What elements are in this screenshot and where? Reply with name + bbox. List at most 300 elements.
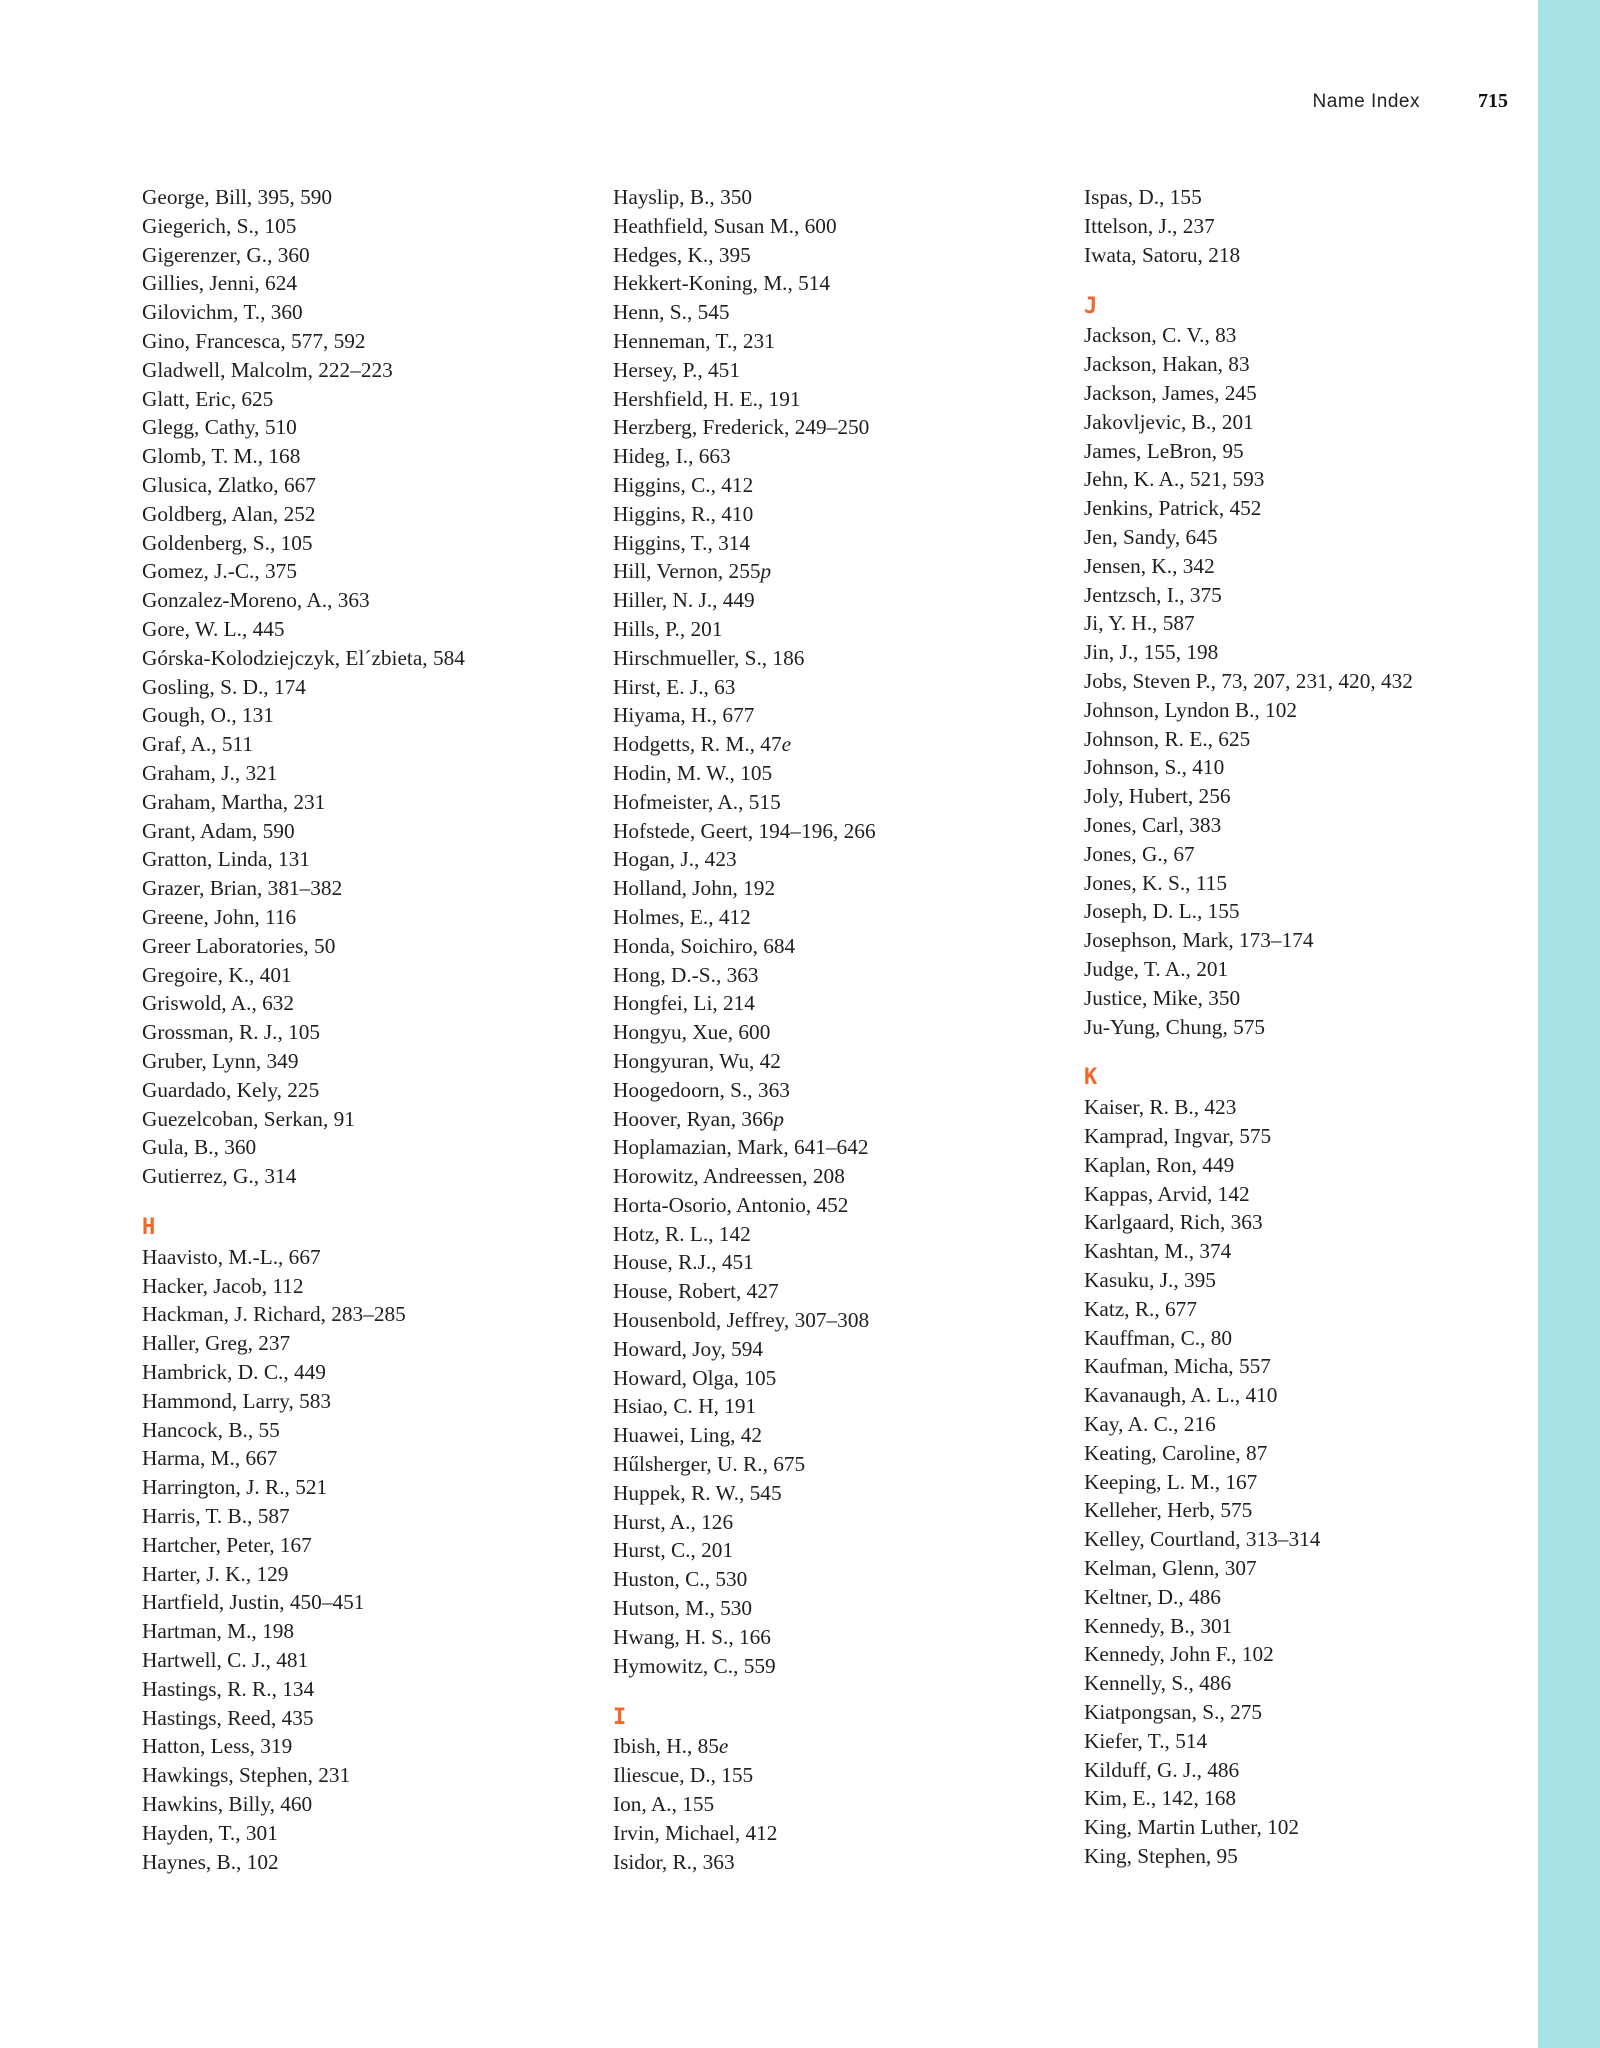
- letter-heading: H: [142, 1215, 156, 1241]
- entry-text: Kennedy, John F., 102: [1084, 1642, 1274, 1667]
- index-entry: [142, 1387, 582, 1416]
- entry-text: Iwata, Satoru, 218: [1084, 242, 1241, 267]
- entry-text: Kiefer, T., 514: [1084, 1728, 1208, 1753]
- index-entry: [142, 1243, 582, 1272]
- entry-text: Jentzsch, I., 375: [1084, 582, 1222, 607]
- entry-text: Kasuku, J., 395: [1084, 1268, 1216, 1293]
- index-entry: [613, 269, 1053, 298]
- index-entry: [142, 644, 582, 673]
- entry-text: Kamprad, Ingvar, 575: [1084, 1124, 1272, 1149]
- index-entry: [142, 1416, 582, 1445]
- index-entry: [613, 212, 1053, 241]
- index-entry: [142, 183, 582, 212]
- entry-text: Huppek, R. W., 545: [613, 1480, 782, 1505]
- entry-text: Hogan, J., 423: [613, 847, 737, 872]
- index-entry: [613, 557, 1053, 586]
- entry-text: Hymowitz, C., 559: [613, 1653, 776, 1678]
- entry-text: Gratton, Linda, 131: [142, 847, 310, 872]
- index-column-2: [613, 183, 1053, 1876]
- page-suffix: p: [760, 559, 772, 584]
- index-entry: [1084, 1352, 1524, 1381]
- index-entry: [1084, 1410, 1524, 1439]
- entry-text: Higgins, R., 410: [613, 501, 754, 526]
- index-entry: [613, 1594, 1053, 1623]
- entry-text: Kaiser, R. B., 423: [1084, 1095, 1237, 1120]
- letter-heading: I: [613, 1704, 627, 1730]
- index-entry: [142, 356, 582, 385]
- page-suffix: e: [781, 732, 792, 757]
- index-entry: [1084, 241, 1524, 270]
- entry-text: King, Stephen, 95: [1084, 1844, 1238, 1868]
- entry-text: Keating, Caroline, 87: [1084, 1440, 1268, 1465]
- entry-text: Hofmeister, A., 515: [613, 789, 781, 814]
- index-entry: [142, 385, 582, 414]
- index-entry: [142, 845, 582, 874]
- page-suffix: p: [773, 1106, 785, 1131]
- entry-text: Housenbold, Jeffrey, 307–308: [613, 1308, 870, 1333]
- index-entry: [142, 471, 582, 500]
- index-entry: [142, 1848, 582, 1877]
- index-entry: [1084, 725, 1524, 754]
- index-entry: [613, 874, 1053, 903]
- index-entry: [1084, 1439, 1524, 1468]
- entry-text: Gore, W. L., 445: [142, 616, 285, 641]
- entry-text: Greer Laboratories, 50: [142, 933, 336, 958]
- index-entry: [142, 1162, 582, 1191]
- index-entry: [1084, 1180, 1524, 1209]
- index-entry: [142, 1502, 582, 1531]
- index-entry: [142, 903, 582, 932]
- index-entry: [1084, 523, 1524, 552]
- entry-text: Hastings, Reed, 435: [142, 1705, 314, 1730]
- index-entry: [142, 1358, 582, 1387]
- entry-text: Gigerenzer, G., 360: [142, 242, 310, 267]
- index-entry: [142, 500, 582, 529]
- entry-text: Kiatpongsan, S., 275: [1084, 1700, 1263, 1725]
- entry-text: Hirst, E. J., 63: [613, 674, 736, 699]
- entry-text: Jones, Carl, 383: [1084, 812, 1222, 837]
- entry-text: Guardado, Kely, 225: [142, 1077, 320, 1102]
- entry-text: Grant, Adam, 590: [142, 818, 295, 843]
- entry-text: Isidor, R., 363: [613, 1849, 735, 1874]
- entry-text: Henn, S., 545: [613, 300, 730, 325]
- entry-text: Horta-Osorio, Antonio, 452: [613, 1192, 849, 1217]
- entry-text: Górska-Kolodziejczyk, El´zbieta, 584: [142, 645, 465, 670]
- index-entry: [142, 673, 582, 702]
- index-entry: [613, 1819, 1053, 1848]
- entry-text: Hartfield, Justin, 450–451: [142, 1590, 365, 1615]
- index-entry: [142, 701, 582, 730]
- entry-text: Howard, Joy, 594: [613, 1336, 764, 1361]
- entry-text: Judge, T. A., 201: [1084, 956, 1229, 981]
- index-entry: [613, 1790, 1053, 1819]
- index-entry: [1084, 1381, 1524, 1410]
- index-entry: [1084, 1525, 1524, 1554]
- index-entry: [142, 298, 582, 327]
- index-entry: [613, 1761, 1053, 1790]
- entry-text: Hongyu, Xue, 600: [613, 1020, 771, 1045]
- entry-text: Jackson, C. V., 83: [1084, 323, 1237, 348]
- index-entry: [613, 1047, 1053, 1076]
- index-entry: [1084, 1842, 1524, 1871]
- index-entry: [613, 500, 1053, 529]
- index-entry: [1084, 494, 1524, 523]
- entry-text: Griswold, A., 632: [142, 991, 295, 1016]
- index-entry: [1084, 1640, 1524, 1669]
- index-column-1: [142, 183, 582, 1876]
- index-entry: [1084, 609, 1524, 638]
- index-entry: [142, 961, 582, 990]
- index-entry: [1084, 1784, 1524, 1813]
- entry-text: Jehn, K. A., 521, 593: [1084, 467, 1265, 492]
- entry-text: Gregoire, K., 401: [142, 962, 292, 987]
- entry-text: Greene, John, 116: [142, 904, 297, 929]
- index-entry: [142, 1761, 582, 1790]
- entry-text: Kauffman, C., 80: [1084, 1325, 1233, 1350]
- index-entry: [1084, 1093, 1524, 1122]
- entry-text: Huawei, Ling, 42: [613, 1423, 763, 1448]
- entry-text: Hsiao, C. H, 191: [613, 1394, 757, 1419]
- entry-text: Harrington, J. R., 521: [142, 1475, 328, 1500]
- entry-text: Hills, P., 201: [613, 616, 723, 641]
- index-entry: [613, 1277, 1053, 1306]
- index-entry: [142, 1076, 582, 1105]
- entry-text: Johnson, R. E., 625: [1084, 726, 1251, 751]
- entry-text: Kavanaugh, A. L., 410: [1084, 1383, 1278, 1408]
- entry-text: Gomez, J.-C., 375: [142, 559, 297, 584]
- section-title: Name Index: [1312, 91, 1420, 112]
- entry-text: Glusica, Zlatko, 667: [142, 472, 316, 497]
- entry-text: Hwang, H. S., 166: [613, 1624, 771, 1649]
- entry-text: Jobs, Steven P., 73, 207, 231, 420, 432: [1084, 668, 1413, 693]
- index-entry: [613, 615, 1053, 644]
- index-entry: [1084, 1698, 1524, 1727]
- index-entry: [1084, 1013, 1524, 1042]
- index-entry: [613, 1191, 1053, 1220]
- index-entry: [1084, 811, 1524, 840]
- index-entry: [613, 356, 1053, 385]
- entry-text: Holland, John, 192: [613, 876, 776, 901]
- entry-text: Harma, M., 667: [142, 1446, 278, 1471]
- entry-text: Kaufman, Micha, 557: [1084, 1354, 1271, 1379]
- entry-text: Gula, B., 360: [142, 1135, 257, 1160]
- entry-text: Glomb, T. M., 168: [142, 444, 301, 469]
- index-entry: [1084, 840, 1524, 869]
- index-entry: [1084, 1237, 1524, 1266]
- entry-text: Keltner, D., 486: [1084, 1584, 1221, 1609]
- index-entry: [142, 586, 582, 615]
- page-suffix: e: [718, 1734, 729, 1759]
- entry-text: Ibish, H., 85: [613, 1734, 719, 1759]
- entry-text: Hurst, A., 126: [613, 1509, 734, 1534]
- index-entry: [142, 1473, 582, 1502]
- entry-text: Kappas, Arvid, 142: [1084, 1181, 1250, 1206]
- entry-text: Hastings, R. R., 134: [142, 1676, 315, 1701]
- entry-text: Hiyama, H., 677: [613, 703, 755, 728]
- entry-text: Hongyuran, Wu, 42: [613, 1048, 781, 1073]
- entry-text: Hartman, M., 198: [142, 1619, 295, 1644]
- entry-text: Kilduff, G. J., 486: [1084, 1757, 1240, 1782]
- entry-text: Jones, K. S., 115: [1084, 870, 1227, 895]
- entry-text: Kaplan, Ron, 449: [1084, 1152, 1235, 1177]
- index-entry: [1084, 1151, 1524, 1180]
- entry-text: Herzberg, Frederick, 249–250: [613, 415, 870, 440]
- running-header: [1000, 90, 1508, 114]
- entry-text: Hongfei, Li, 214: [613, 991, 755, 1016]
- index-entry: [1084, 437, 1524, 466]
- entry-text: Hurst, C., 201: [613, 1538, 734, 1563]
- index-entry: [142, 413, 582, 442]
- index-entry: [1084, 1554, 1524, 1583]
- index-entry: [1084, 638, 1524, 667]
- index-entry: [142, 1133, 582, 1162]
- entry-text: Hoogedoorn, S., 363: [613, 1077, 790, 1102]
- entry-text: Karlgaard, Rich, 363: [1084, 1210, 1263, 1235]
- entry-text: Gino, Francesca, 577, 592: [142, 328, 366, 353]
- index-entry: [613, 442, 1053, 471]
- index-entry: [1084, 1813, 1524, 1842]
- entry-text: Hodgetts, R. M., 47: [613, 732, 782, 757]
- index-entry: [142, 1272, 582, 1301]
- index-entry: [142, 1560, 582, 1589]
- index-entry: [1084, 379, 1524, 408]
- index-entry: [613, 385, 1053, 414]
- index-entry: [1084, 1324, 1524, 1353]
- entry-text: Henneman, T., 231: [613, 328, 775, 353]
- entry-text: Glegg, Cathy, 510: [142, 415, 297, 440]
- index-entry: [142, 241, 582, 270]
- entry-text: Ion, A., 155: [613, 1792, 715, 1817]
- index-entry: [142, 269, 582, 298]
- index-entry: [613, 701, 1053, 730]
- entry-text: Haavisto, M.-L., 667: [142, 1244, 321, 1269]
- entry-text: Joseph, D. L., 155: [1084, 899, 1240, 924]
- entry-text: Joly, Hubert, 256: [1084, 784, 1231, 809]
- index-entry: [613, 1508, 1053, 1537]
- index-entry: [142, 1047, 582, 1076]
- entry-text: Hutson, M., 530: [613, 1596, 753, 1621]
- entry-text: Kay, A. C., 216: [1084, 1412, 1216, 1437]
- entry-text: Higgins, C., 412: [613, 472, 754, 497]
- index-entry: [1084, 1468, 1524, 1497]
- entry-text: Jakovljevic, B., 201: [1084, 409, 1254, 434]
- index-entry: [142, 874, 582, 903]
- entry-text: Heathfield, Susan M., 600: [613, 213, 837, 238]
- index-entry: [613, 1162, 1053, 1191]
- entry-text: Grazer, Brian, 381–382: [142, 876, 343, 901]
- entry-text: Kelleher, Herb, 575: [1084, 1498, 1253, 1523]
- index-entry: [1084, 1208, 1524, 1237]
- index-entry: [1084, 465, 1524, 494]
- index-entry: [142, 1300, 582, 1329]
- entry-text: Honda, Soichiro, 684: [613, 933, 796, 958]
- index-entry: [142, 1018, 582, 1047]
- index-entry: [1084, 1727, 1524, 1756]
- index-entry: [1084, 753, 1524, 782]
- index-entry: [613, 845, 1053, 874]
- index-entry: [1084, 897, 1524, 926]
- entry-text: Hackman, J. Richard, 283–285: [142, 1302, 406, 1327]
- index-entry: [613, 1623, 1053, 1652]
- index-entry: [1084, 782, 1524, 811]
- index-entry: [613, 327, 1053, 356]
- entry-text: Harter, J. K., 129: [142, 1561, 289, 1586]
- index-entry: [613, 1479, 1053, 1508]
- entry-text: Horowitz, Andreessen, 208: [613, 1164, 845, 1189]
- index-entry: [613, 644, 1053, 673]
- entry-text: Graf, A., 511: [142, 732, 253, 757]
- index-entry: [1084, 408, 1524, 437]
- index-entry: [1084, 321, 1524, 350]
- entry-text: Irvin, Michael, 412: [613, 1820, 778, 1845]
- entry-text: Hambrick, D. C., 449: [142, 1360, 326, 1385]
- entry-text: Hoover, Ryan, 366: [613, 1106, 774, 1131]
- entry-text: Hoplamazian, Mark, 641–642: [613, 1135, 869, 1160]
- entry-text: Graham, Martha, 231: [142, 789, 326, 814]
- entry-text: Kelley, Courtland, 313–314: [1084, 1527, 1321, 1552]
- entry-text: Hodin, M. W., 105: [613, 760, 773, 785]
- index-entry: [142, 212, 582, 241]
- index-entry: [1084, 1496, 1524, 1525]
- index-entry: [142, 1819, 582, 1848]
- entry-text: Hűlsherger, U. R., 675: [613, 1452, 806, 1477]
- entry-text: Hartwell, C. J., 481: [142, 1648, 309, 1673]
- entry-text: James, LeBron, 95: [1084, 438, 1244, 463]
- entry-text: Hofstede, Geert, 194–196, 266: [613, 818, 876, 843]
- index-entry: [142, 817, 582, 846]
- index-entry: [613, 1848, 1053, 1877]
- index-entry: [142, 1588, 582, 1617]
- entry-text: Grossman, R. J., 105: [142, 1020, 321, 1045]
- entry-text: Haller, Greg, 237: [142, 1331, 291, 1356]
- entry-text: Gilovichm, T., 360: [142, 300, 303, 325]
- index-entry: [142, 788, 582, 817]
- index-entry: [1084, 1669, 1524, 1698]
- index-entry: [1084, 667, 1524, 696]
- index-entry: [613, 1732, 1053, 1761]
- entry-text: Haynes, B., 102: [142, 1849, 279, 1874]
- entry-text: King, Martin Luther, 102: [1084, 1815, 1300, 1840]
- index-entry: [613, 1536, 1053, 1565]
- entry-text: Hawkings, Stephen, 231: [142, 1763, 351, 1788]
- index-entry: [142, 557, 582, 586]
- index-entry: [1084, 1583, 1524, 1612]
- index-entry: [142, 442, 582, 471]
- entry-text: Hawkins, Billy, 460: [142, 1792, 313, 1817]
- entry-text: Hekkert-Koning, M., 514: [613, 271, 831, 296]
- index-entry: [613, 673, 1053, 702]
- index-entry: [1084, 1295, 1524, 1324]
- index-entry: [613, 529, 1053, 558]
- index-entry: [142, 759, 582, 788]
- index-entry: [1084, 1756, 1524, 1785]
- index-entry: [613, 1018, 1053, 1047]
- index-entry: [613, 730, 1053, 759]
- entry-text: George, Bill, 395, 590: [142, 185, 333, 209]
- index-entry: [142, 327, 582, 356]
- index-entry: [613, 1105, 1053, 1134]
- index-entry: [613, 1133, 1053, 1162]
- entry-text: Hideg, I., 663: [613, 444, 731, 469]
- entry-text: Gruber, Lynn, 349: [142, 1048, 299, 1073]
- entry-text: Jones, G., 67: [1084, 841, 1195, 866]
- entry-text: Hill, Vernon, 255: [613, 559, 761, 584]
- index-entry: [1084, 696, 1524, 725]
- entry-text: Kashtan, M., 374: [1084, 1239, 1232, 1264]
- page-number: 715: [1478, 90, 1508, 112]
- entry-text: Holmes, E., 412: [613, 904, 751, 929]
- entry-text: Giegerich, S., 105: [142, 213, 297, 238]
- index-entry: [1084, 926, 1524, 955]
- entry-text: Hong, D.-S., 363: [613, 962, 759, 987]
- letter-heading: K: [1084, 1065, 1098, 1091]
- entry-text: Gutierrez, G., 314: [142, 1164, 297, 1189]
- letter-heading: J: [1084, 293, 1098, 319]
- entry-text: Jen, Sandy, 645: [1084, 524, 1218, 549]
- entry-text: House, Robert, 427: [613, 1279, 779, 1304]
- index-entry: [1084, 1122, 1524, 1151]
- entry-text: Ji, Y. H., 587: [1084, 611, 1195, 636]
- index-entry: [142, 1790, 582, 1819]
- index-entry: [613, 298, 1053, 327]
- entry-text: Johnson, S., 410: [1084, 755, 1225, 780]
- entry-text: Hershfield, H. E., 191: [613, 386, 801, 411]
- index-entry: [142, 1646, 582, 1675]
- entry-text: Gosling, S. D., 174: [142, 674, 306, 699]
- entry-text: Gladwell, Malcolm, 222–223: [142, 357, 393, 382]
- index-entry: [142, 730, 582, 759]
- entry-text: Gonzalez-Moreno, A., 363: [142, 588, 370, 613]
- index-entry: [613, 989, 1053, 1018]
- index-entry: [613, 471, 1053, 500]
- entry-text: Hacker, Jacob, 112: [142, 1273, 304, 1298]
- entry-text: Ju-Yung, Chung, 575: [1084, 1014, 1266, 1039]
- index-entry: [613, 183, 1053, 212]
- entry-text: Jensen, K., 342: [1084, 553, 1215, 578]
- entry-text: Graham, J., 321: [142, 760, 278, 785]
- entry-text: Higgins, T., 314: [613, 530, 751, 555]
- entry-text: Hartcher, Peter, 167: [142, 1532, 312, 1557]
- entry-text: Justice, Mike, 350: [1084, 985, 1241, 1010]
- entry-text: Guezelcoban, Serkan, 91: [142, 1106, 355, 1131]
- index-column-3: [1084, 183, 1524, 1871]
- index-entry: [613, 1421, 1053, 1450]
- entry-text: Kelman, Glenn, 307: [1084, 1556, 1257, 1581]
- index-entry: [142, 989, 582, 1018]
- index-entry: [1084, 984, 1524, 1013]
- entry-text: Harris, T. B., 587: [142, 1504, 290, 1529]
- entry-text: Goldberg, Alan, 252: [142, 501, 316, 526]
- index-entry: [613, 1220, 1053, 1249]
- entry-text: Katz, R., 677: [1084, 1296, 1197, 1321]
- entry-text: Glatt, Eric, 625: [142, 386, 274, 411]
- index-entry: [613, 788, 1053, 817]
- index-entry: [613, 1335, 1053, 1364]
- entry-text: Hayden, T., 301: [142, 1820, 278, 1845]
- index-entry: [1084, 1612, 1524, 1641]
- index-entry: [1084, 552, 1524, 581]
- entry-text: Hirschmueller, S., 186: [613, 645, 805, 670]
- entry-text: Hotz, R. L., 142: [613, 1221, 751, 1246]
- index-entry: [613, 1450, 1053, 1479]
- index-entry: [142, 615, 582, 644]
- entry-text: Hedges, K., 395: [613, 242, 751, 267]
- index-entry: [1084, 212, 1524, 241]
- entry-text: Hiller, N. J., 449: [613, 588, 755, 613]
- entry-text: Jackson, James, 245: [1084, 380, 1257, 405]
- entry-text: Johnson, Lyndon B., 102: [1084, 697, 1297, 722]
- entry-text: Keeping, L. M., 167: [1084, 1469, 1258, 1494]
